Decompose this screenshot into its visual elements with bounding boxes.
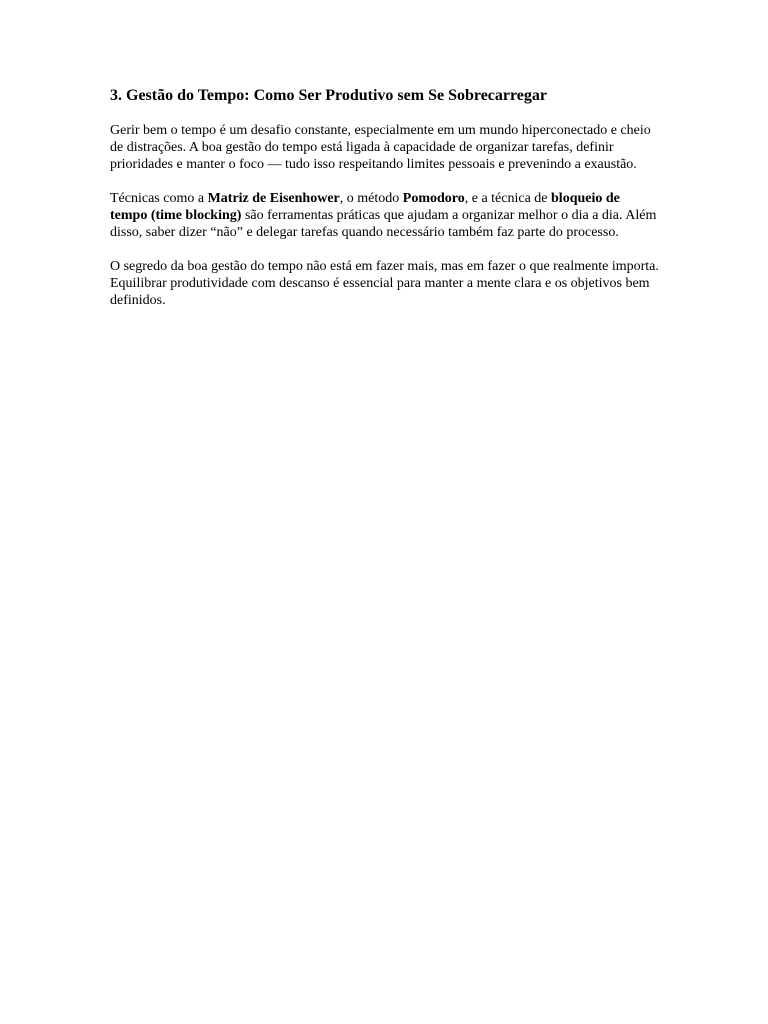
term-time-blocking: bloqueio de tempo (time blocking)	[110, 191, 620, 223]
term-eisenhower-matrix: Matriz de Eisenhower	[207, 191, 340, 206]
paragraph-conclusion: O segredo da boa gestão do tempo não está em fazer mais, mas em fazer o que realmente importa. Equilibrar produtividade com descanso é essencial para manter a mente clara e os objetivos bem definidos.	[110, 259, 659, 308]
paragraph-techniques-text-3: , e a técnica de	[464, 191, 552, 206]
term-pomodoro: Pomodoro	[402, 191, 465, 206]
paragraph-intro: Gerir bem o tempo é um desafio constante, especialmente em um mundo hiperconectado e cheio de distrações. A boa gestão do tempo está ligada à capacidade de organizar tarefas, definir prioridades e manter o foco — tudo isso respeitando limites pessoais e prevenindo a exaustão.	[110, 123, 651, 172]
paragraph-techniques-text-1: Técnicas como a	[110, 191, 208, 206]
paragraph-techniques	[110, 190, 660, 241]
section-heading: 3. Gestão do Tempo: Como Ser Produtivo sem Se Sobrecarregar	[110, 87, 548, 104]
paragraph-techniques-text-4: são ferramentas práticas que ajudam a organizar melhor o dia a dia. Além disso, saber dizer “não” e delegar tarefas quando necessário também faz parte do processo.	[110, 208, 657, 240]
document-body	[110, 86, 660, 326]
paragraph-techniques-text-2: , o método	[339, 191, 403, 206]
